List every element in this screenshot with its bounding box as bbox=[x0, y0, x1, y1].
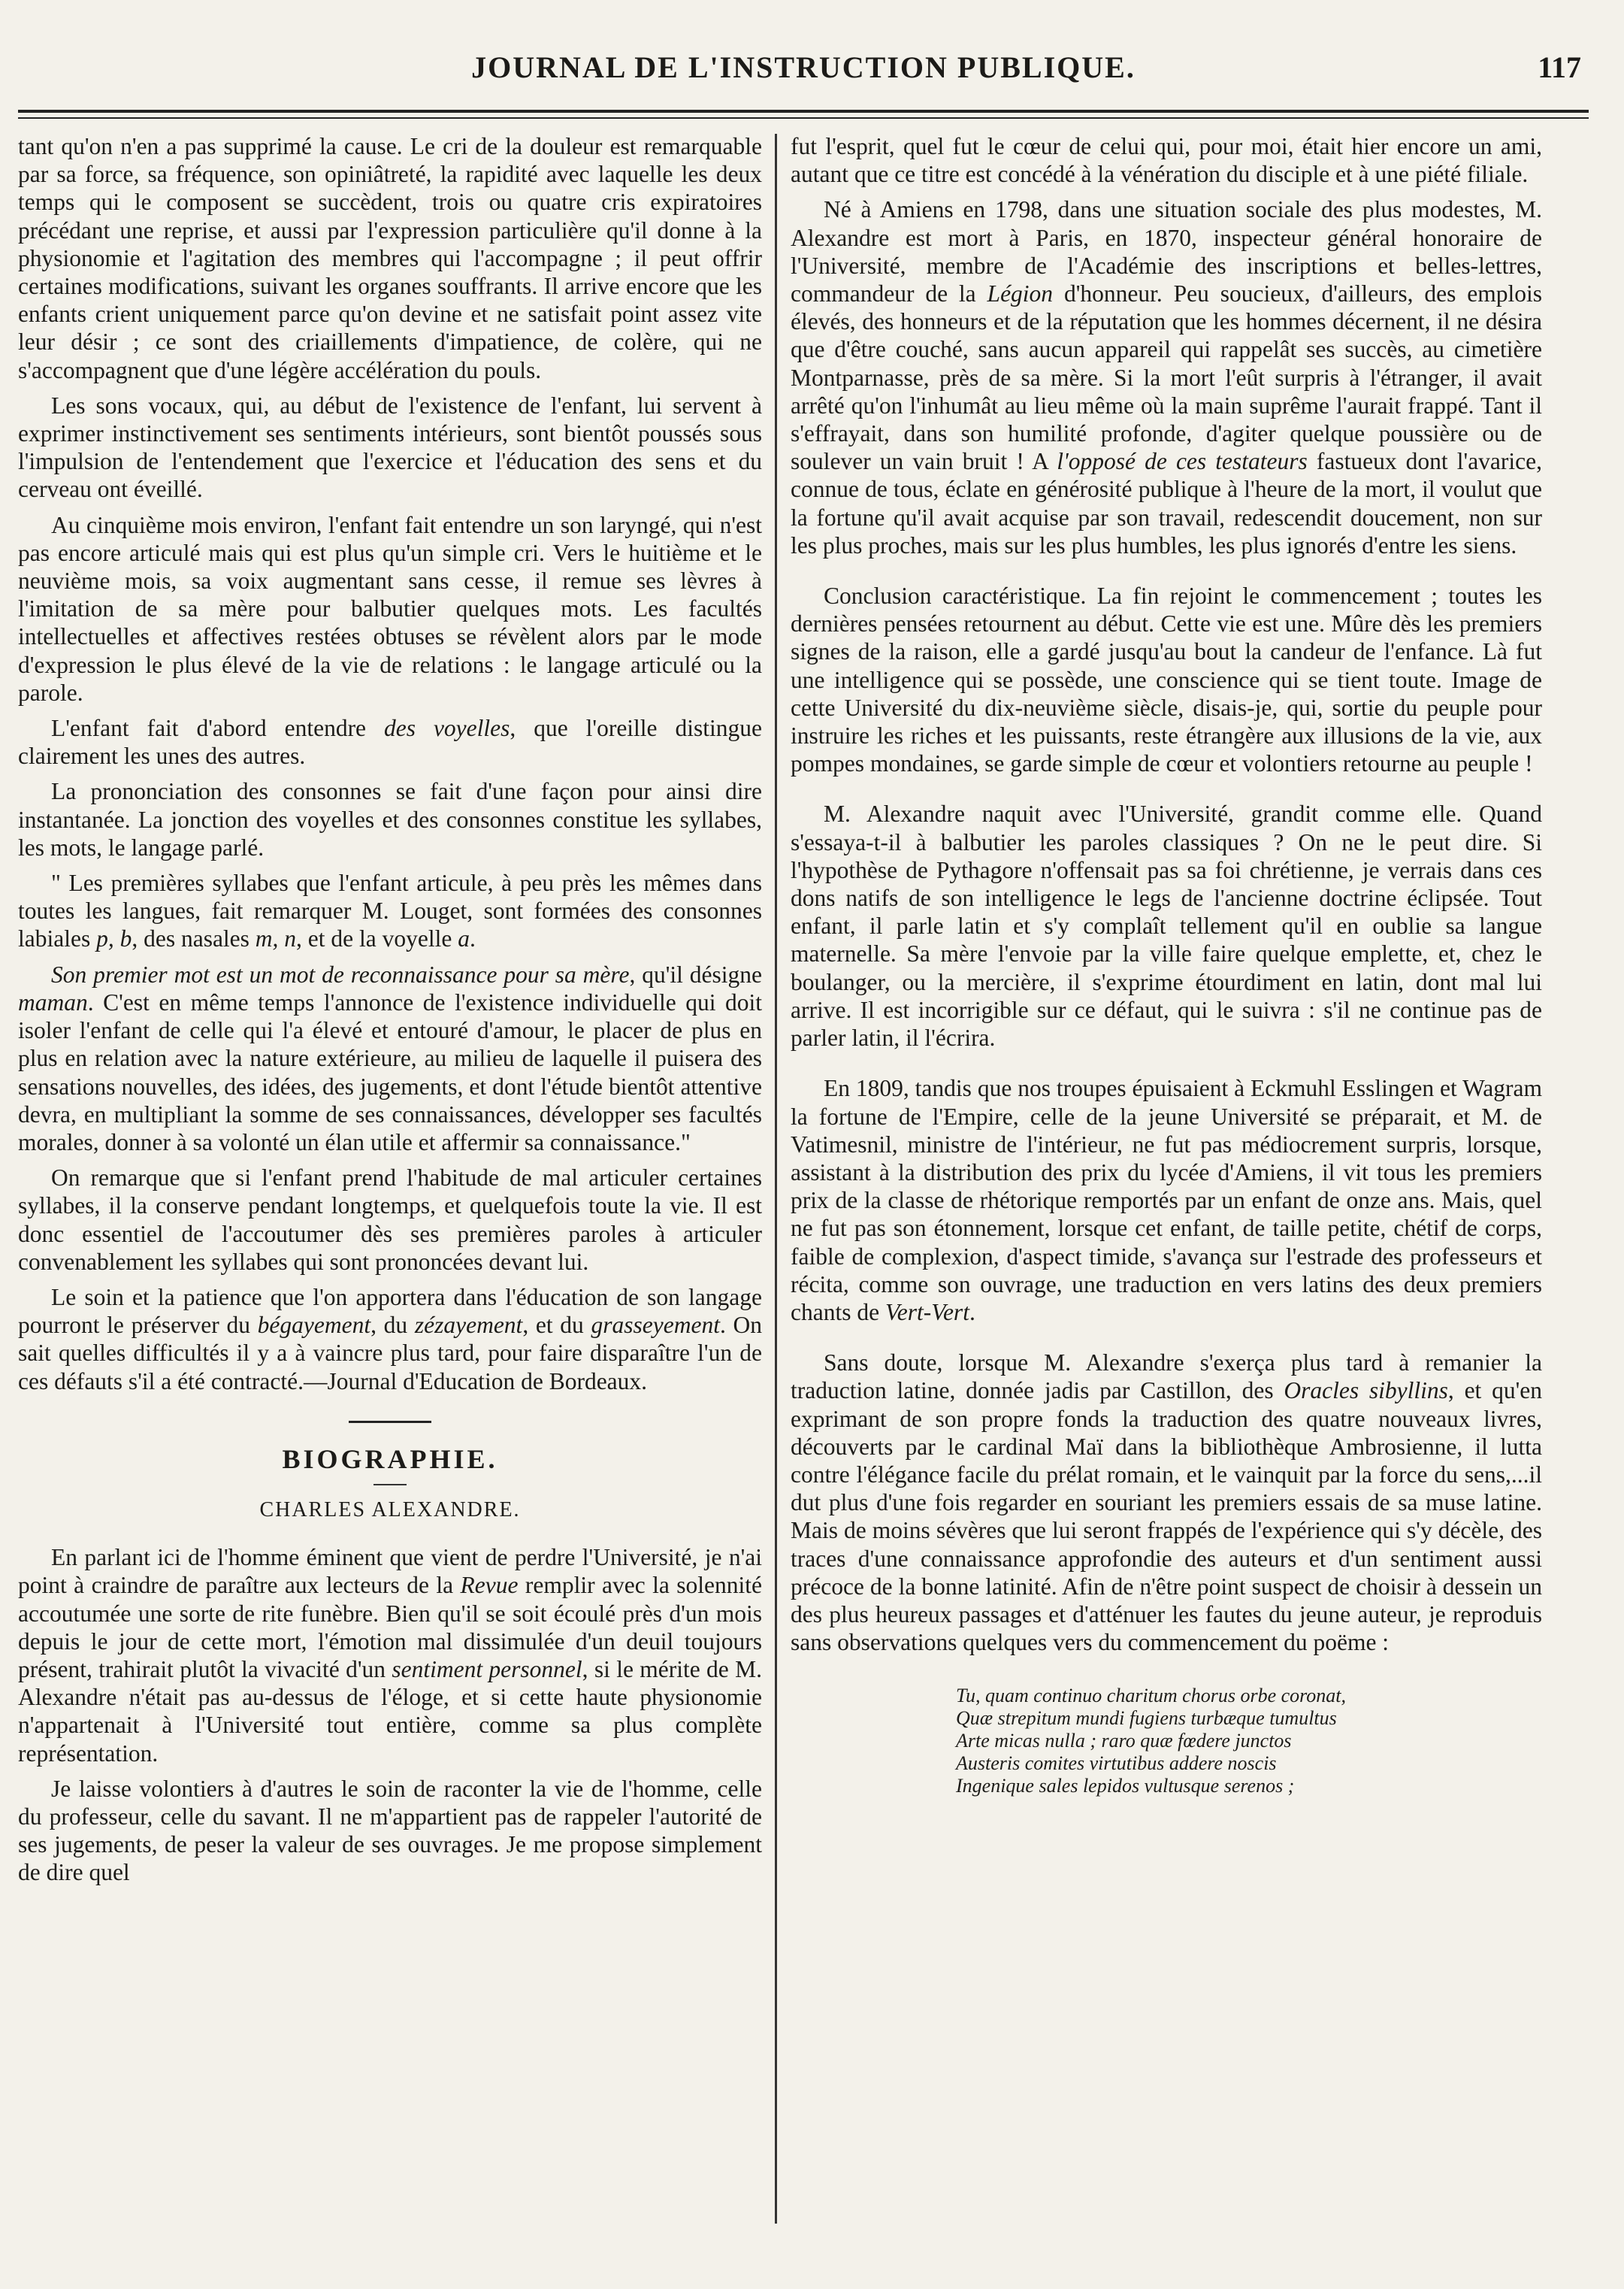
paragraph: Je laisse volontiers à d'autres le soin de raconter la vie de l'homme, celle du professeur, celle du savant. Il ne m'appartient pas de rappeler l'autorité de ses jugements, de peser la valeur de ses ouvrages. Je me propose simplement de dire quel bbox=[18, 1775, 762, 1886]
left-column bbox=[18, 132, 762, 1894]
page-header bbox=[18, 44, 1589, 96]
paragraph: En parlant ici de l'homme éminent que vient de perdre l'Université, je n'ai point à craindre de paraître aux lecteurs de la Revue remplir avec la solennité accoutumée une sorte de rite funèbre. Bien qu'il se soit écoulé près d'un mois depuis le jour de cette mort, l'émotion mal dissimulée d'un deuil toujours présent, trahirait plutôt la vivacité d'un sentiment personnel, si le mérite de M. Alexandre n'était pas au-dessus de l'éloge, et si cette haute physionomie n'appartenait à l'Université tout entière, comme sa plus complète représentation. bbox=[18, 1544, 762, 1767]
paragraph: Le soin et la patience que l'on apportera dans l'éducation de son langage pourront le préserver du bégayement, du zézayement, et du grasseyement. On sait quelles difficultés il y a à vaincre plus tard, pour faire disparaître l'un de ces défauts s'il a été contracté.—Journal d'Education de Bordeaux. bbox=[18, 1283, 763, 1394]
paragraph: La prononciation des consonnes se fait d'une façon pour ainsi dire instantanée. La jonction des voyelles et des consonnes constitue les syllabes, les mots, le langage parlé. bbox=[18, 778, 762, 861]
column-divider bbox=[775, 134, 777, 2224]
paragraph: tant qu'on n'en a pas supprimé la cause. Le cri de la douleur est remarquable par sa force, sa fréquence, son opiniâtreté, la rapidité avec laquelle les deux temps qui le composent se succèdent, trois ou quatre cris expiratoires précédant une reprise, et aussi par l'expression particulière qu'il donne à la physionomie et l'agitation des membres qui l'accompagne ; il peut offrir certaines modifications, suivant les organes souffrants. Il arrive encore que les enfants crient uniquement parce qu'on devine et ne satisfait point assez vite leur désir ; ce sont des criaillements d'impatience, de colère, qui ne s'accompagnent que d'une légère accélération du pouls. bbox=[18, 133, 762, 383]
small-divider bbox=[373, 1484, 407, 1485]
paragraph: On remarque que si l'enfant prend l'habitude de mal articuler certaines syllabes, il la conserve pendant longtemps, et quelquefois toute la vie. Il est donc essentiel de l'accoutumer dès ses premières paroles à articuler convenablement les syllabes qui sont prononcées devant lui. bbox=[18, 1164, 762, 1275]
section-title: BIOGRAPHIE. bbox=[282, 1443, 498, 1474]
paragraph: M. Alexandre naquit avec l'Université, grandit comme elle. Quand s'essaya-t-il à balbutier les paroles classiques ? On ne le peut dire. Si l'hypothèse de Pythagore n'offensait pas sa foi chrétienne, je verrais dans ces dons natifs de son intelligence le legs de l'ancienne doctrine éclipsée. Tout enfant, il parle latin et s'y complaît tellement qu'il en oublie sa langue maternelle. Sa mère l'envoie par la ville faire quelque emplette, et, chez le boulanger, ou la mercière, il s'exprime étourdiment en latin, dont mal lui arrive. Il est incorrigible sur ce défaut, qui le suivra : s'il ne continue pas de parler latin, il l'écrira. bbox=[791, 801, 1542, 1052]
paragraph: Né à Amiens en 1798, dans une situation sociale des plus modestes, M. Alexandre est mort à Paris, en 1870, inspecteur général honoraire de l'Université, membre de l'Académie des inscriptions et belles-lettres, commandeur de la Légion d'honneur. Peu soucieux, d'ailleurs, des emplois élevés, des honneurs et de la réputation que les hommes décernent, il ne désira que d'être couché, sans aucun appareil qui rappelât ses succès, au cimetière Montparnasse, près de sa mère. Si la mort l'eût surpris à l'étranger, il avait arrêté qu'on l'inhumât au lieu même où la main suprême l'aurait frappé. Tant il s'effrayait, dans son humilité profonde, d'agiter quelque poussière ou de soulever un vain bruit ! A l'opposé de ces testateurs fastueux dont l'avarice, connue de tous, éclate en générosité publique à l'heure de la mort, il voulut que la fortune qu'il avait acquise par son travail, redescendit doucement, non sur les plus proches, mais sur les plus humbles, les plus ignorés d'entre les siens. bbox=[791, 196, 1542, 559]
right-column bbox=[791, 132, 1542, 1797]
section-divider bbox=[349, 1421, 431, 1423]
poem-line: Arte micas nulla ; raro quæ fœdere junctos bbox=[956, 1730, 1292, 1752]
poem-line: Tu, quam continuo charitum chorus orbe coronat, bbox=[956, 1685, 1347, 1707]
paragraph: Sans doute, lorsque M. Alexandre s'exerça plus tard à remanier la traduction latine, donnée jadis par Castillon, des Oracles sibyllins, et qu'en exprimant de son propre fonds la traduction des quatre nouveaux livres, découverts par le cardinal Maï dans la bibliothèque Ambrosienne, il lutta contre l'élégance facile du prélat romain, et le vainquit par la force du sens,...il dut plus d'une fois regarder en souriant les premiers essais de sa muse latine. Mais de moins sévères que lui seront frappés de l'expérience qui s'y décèle, des traces d'une connaissance approfondie des auteurs et d'un sentiment aussi précoce de la bonne latinité. Afin de n'être point suspect de choisir à dessein un des plus heureux passages et d'atténuer les fautes du jeune auteur, je reproduis sans observations quelques vers du commencement du poëme : bbox=[791, 1349, 1542, 1656]
paragraph: Au cinquième mois environ, l'enfant fait entendre un son laryngé, qui n'est pas encore articulé mais qui est plus qu'un simple cri. Vers le huitième et le neuvième mois, sa voix augmentant sans cesse, il remue ses lèvres à l'imitation de sa mère pour balbutier quelques mots. Les facultés intellectuelles et affectives restées obtuses se révèlent alors par le mode d'expression le plus élevé de la vie de relations : le langage articulé ou la parole. bbox=[18, 511, 762, 706]
journal-title: JOURNAL DE L'INSTRUCTION PUBLIQUE. bbox=[471, 50, 1136, 84]
poem-line: Austeris comites virtutibus addere noscis bbox=[956, 1752, 1277, 1775]
header-rule bbox=[18, 110, 1589, 119]
paragraph: fut l'esprit, quel fut le cœur de celui qui, pour moi, était hier encore un ami, autant que ce titre est concédé à la vénération du disciple et à une piété filiale. bbox=[791, 133, 1542, 188]
paragraph: En 1809, tandis que nos troupes épuisaient à Eckmuhl Esslingen et Wagram la fortune de l'Empire, celle de la jeune Université se préparait, et M. de Vatimesnil, ministre de l'intérieur, ne fut pas médiocrement surpris, lorsque, assistant à la distribution des prix du lycée d'Amiens, il vit tous les premiers prix de la classe de rhétorique remportés par un enfant de onze ans. Mais, quel ne fut pas son étonnement, lorsque cet enfant, de taille petite, chétif de corps, faible de complexion, d'aspect timide, s'avança sur l'estrade des professeurs et récita, comme son ouvrage, une traduction en vers latins des deux premiers chants de Vert-Vert. bbox=[791, 1075, 1542, 1325]
subsection-title: CHARLES ALEXANDRE. bbox=[259, 1497, 521, 1521]
paragraph: " Les premières syllabes que l'enfant articule, à peu près les mêmes dans toutes les langues, fait remarquer M. Louget, sont formées des consonnes labiales p, b, des nasales m, n, et de la voyelle a. bbox=[18, 870, 762, 952]
latin-poem bbox=[956, 1685, 1542, 1797]
paragraph: Conclusion caractéristique. La fin rejoint le commencement ; toutes les dernières pensées retournent au début. Cette vie est une. Mûre dès les premiers signes de la raison, elle a gardé jusqu'au bout la candeur de l'enfance. Là fut une intelligence qui se possède, une conscience qui se tient toute. Image de cette Université du dix-neuvième siècle, disais-je, qui, sortie du peuple pour instruire les riches et les puissants, reste étrangère aux illusions de la vie, aux pompes mondaines, se garde simple de cœur et volontiers retourne au peuple ! bbox=[791, 583, 1542, 777]
paragraph: Les sons vocaux, qui, au début de l'existence de l'enfant, lui servent à exprimer instinctivement ses sentiments intérieurs, sont bientôt poussés sous l'impulsion de l'entendement que l'exercice et l'éducation des sens et du cerveau ont éveillé. bbox=[18, 392, 762, 503]
poem-line: Quæ strepitum mundi fugiens turbæque tumultus bbox=[956, 1707, 1337, 1730]
paragraph: L'enfant fait d'abord entendre des voyelles, que l'oreille distingue clairement les unes des autres. bbox=[18, 715, 762, 770]
paragraph: Son premier mot est un mot de reconnaissance pour sa mère, qu'il désigne maman. C'est en même temps l'annonce de l'existence individuelle qui doit isoler l'enfant de celle qui l'a élevé et entouré d'amour, le placer de plus en plus en relation avec la nature extérieure, au milieu de laquelle il puisera des sensations nouvelles, des idées, des jugements, et dont l'étude bientôt attentive devra, en multipliant la somme de ses connaissances, développer ses facultés morales, donner à sa volonté un élan utile et affermir sa connaissance." bbox=[18, 961, 762, 1155]
poem-line: Ingenique sales lepidos vultusque serenos ; bbox=[956, 1775, 1295, 1797]
page-number: 117 bbox=[1538, 50, 1581, 84]
